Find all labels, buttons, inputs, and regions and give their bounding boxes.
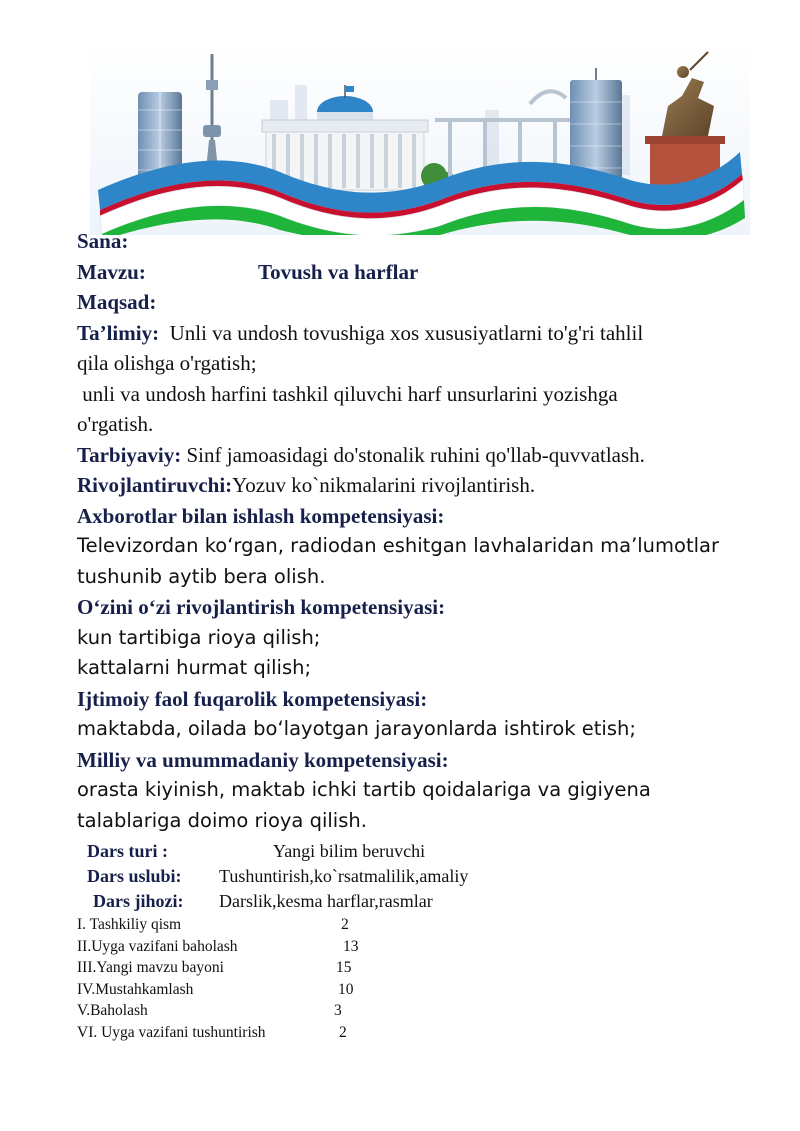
- competency-title: Axborotlar bilan ishlash kompetensiyasi:: [77, 503, 445, 528]
- dars-uslubi-value: Tushuntirish,ko`rsatmalilik,amaliy: [219, 866, 469, 886]
- schedule-item: I. Tashkiliy qism: [77, 916, 182, 933]
- banner-illustration: [90, 40, 750, 235]
- rivoj-row: [77, 470, 767, 501]
- lesson-document: [77, 226, 767, 1043]
- schedule-item: II.Uyga vazifani baholash: [77, 937, 238, 955]
- schedule-minutes: 10: [338, 980, 354, 998]
- talimiy-line2: qila olishga o'rgatish;: [77, 351, 257, 375]
- talimiy-label: Ta’limiy:: [77, 320, 160, 345]
- sana-label: Sana:: [77, 229, 129, 253]
- tarbiyaviy-label: Tarbiyaviy:: [77, 442, 182, 467]
- schedule-row: [77, 1022, 767, 1044]
- competency-line: maktabda, oilada bo‘layotgan jarayonlarda ishtirok etish;: [77, 717, 636, 740]
- schedule-item: V.Baholash: [77, 1002, 148, 1019]
- tarbiyaviy-row: [77, 440, 767, 471]
- competency-title: Milliy va umummadaniy kompetensiyasi:: [77, 747, 449, 772]
- rivoj-label: Rivojlantiruvchi:: [77, 473, 233, 497]
- schedule-row: [77, 979, 767, 1001]
- talimiy-line3-text: unli va undosh harfini tashkil qiluvchi harf unsurlarini yozishga: [82, 381, 618, 406]
- schedule-row: [77, 914, 767, 936]
- dars-turi-label: Dars turi :: [87, 841, 168, 861]
- dars-jihozi-row: [77, 889, 767, 914]
- schedule-minutes: 15: [336, 959, 352, 976]
- dars-turi-value: Yangi bilim beruvchi: [273, 841, 426, 861]
- competency-line: Televizordan ko‘rgan, radiodan eshitgan lavhalaridan ma’lumotlar: [77, 534, 719, 557]
- competency-title: Ijtimoiy faol fuqarolik kompetensiyasi:: [77, 686, 428, 711]
- lesson-schedule: [77, 914, 767, 1043]
- schedule-row: [77, 957, 767, 979]
- schedule-minutes: 2: [341, 916, 349, 933]
- dars-jihozi-value: Darslik,kesma harflar,rasmlar: [219, 891, 433, 911]
- mavzu-value: Tovush va harflar: [258, 259, 419, 284]
- schedule-row: [77, 1000, 767, 1022]
- rivoj-value: Yozuv ko`nikmalarini rivojlantirish.: [232, 473, 536, 497]
- talimiy-line3: [77, 379, 767, 410]
- dars-info: [77, 839, 767, 914]
- schedule-item: VI. Uyga vazifani tushuntirish: [77, 1023, 266, 1041]
- tarbiyaviy-value: Sinf jamoasidagi do'stonalik ruhini qo'llab-quvvatlash.: [186, 442, 645, 467]
- competency-milliy: [77, 745, 767, 837]
- competency-line: talablariga doimo rioya qilish.: [77, 808, 367, 832]
- competency-axborot: [77, 501, 767, 593]
- schedule-item: IV.Mustahkamlash: [77, 980, 194, 998]
- schedule-minutes: 13: [343, 937, 359, 955]
- talimiy-line1: Unli va undosh tovushiga xos xususiyatlarni to'g'ri tahlil: [169, 320, 644, 345]
- competency-ijtimoiy: [77, 684, 767, 745]
- schedule-row: [77, 936, 767, 958]
- competency-line: orasta kiyinish, maktab ichki tartib qoidalariga va gigiyena: [77, 778, 651, 801]
- competency-line: kattalarni hurmat qilish;: [77, 656, 312, 679]
- talimiy-line4: o'rgatish.: [77, 412, 154, 436]
- dars-uslubi-label: Dars uslubi:: [87, 866, 182, 886]
- competency-line: tushunib aytib bera olish.: [77, 564, 326, 588]
- mavzu-label: Mavzu:: [77, 259, 146, 284]
- dars-uslubi-row: [77, 864, 767, 889]
- schedule-item: III.Yangi mavzu bayoni: [77, 959, 224, 976]
- mavzu-row: [77, 257, 767, 288]
- competency-title: O‘zini o‘zi rivojlantirish kompetensiyasi:: [77, 595, 446, 619]
- maqsad-label: Maqsad:: [77, 290, 157, 314]
- schedule-minutes: 2: [339, 1023, 347, 1041]
- talimiy-row: [77, 318, 767, 349]
- competency-ozini: [77, 592, 767, 684]
- dars-turi-row: [77, 839, 767, 864]
- dars-jihozi-label: Dars jihozi:: [93, 891, 184, 911]
- schedule-minutes: 3: [334, 1002, 342, 1019]
- competency-line: kun tartibiga rioya qilish;: [77, 625, 321, 649]
